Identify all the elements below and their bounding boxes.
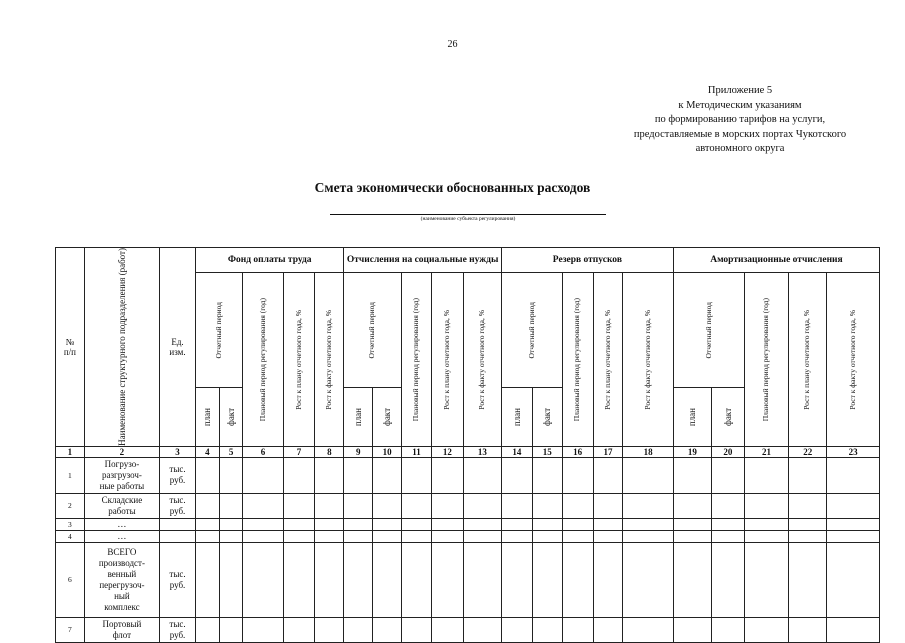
header-name (84, 248, 159, 447)
column-number: 1 (56, 446, 85, 457)
table-row (56, 518, 880, 530)
row-number: 4 (56, 530, 85, 542)
row-unit (160, 518, 196, 530)
appendix-line: к Методическим указаниям (678, 99, 802, 111)
table-row (56, 542, 880, 617)
value-cell[interactable] (373, 530, 402, 542)
value-cell[interactable] (789, 530, 827, 542)
value-cell[interactable] (373, 617, 402, 642)
subheader-fact: факт (711, 387, 744, 446)
value-cell[interactable] (243, 518, 283, 530)
estimate-table (55, 247, 880, 643)
row-name: … (84, 518, 159, 530)
table-row (56, 493, 880, 518)
value-cell[interactable] (673, 493, 711, 518)
value-cell[interactable] (344, 542, 373, 617)
value-cell[interactable] (827, 617, 880, 642)
value-cell[interactable] (593, 542, 623, 617)
subheader-planned: Плановый период регулирования (год) (562, 273, 593, 447)
value-cell[interactable] (219, 457, 243, 493)
value-cell[interactable] (789, 617, 827, 642)
subject-underline (330, 214, 606, 215)
table-body (56, 457, 880, 642)
column-number: 19 (673, 446, 711, 457)
column-number: 8 (315, 446, 344, 457)
value-cell[interactable] (315, 542, 344, 617)
column-number: 12 (431, 446, 463, 457)
subheader-period: Отчетный период (501, 273, 562, 388)
value-cell[interactable] (593, 530, 623, 542)
value-cell[interactable] (623, 530, 673, 542)
value-cell[interactable] (315, 518, 344, 530)
value-cell[interactable] (315, 617, 344, 642)
value-cell[interactable] (315, 457, 344, 493)
value-cell[interactable] (283, 518, 315, 530)
value-cell[interactable] (196, 530, 220, 542)
value-cell[interactable] (243, 493, 283, 518)
value-cell[interactable] (431, 530, 463, 542)
value-cell[interactable] (402, 457, 432, 493)
value-cell[interactable] (283, 457, 315, 493)
value-cell[interactable] (402, 530, 432, 542)
subheader-fact: факт (219, 387, 243, 446)
value-cell[interactable] (789, 493, 827, 518)
value-cell[interactable] (593, 493, 623, 518)
value-cell[interactable] (463, 530, 501, 542)
header-unit: Ед. изм. (160, 248, 196, 447)
value-cell[interactable] (402, 542, 432, 617)
value-cell[interactable] (827, 530, 880, 542)
subheader-plan: план (673, 387, 711, 446)
value-cell[interactable] (744, 457, 788, 493)
value-cell[interactable] (501, 542, 532, 617)
value-cell[interactable] (562, 493, 593, 518)
value-cell[interactable] (532, 530, 562, 542)
value-cell[interactable] (789, 542, 827, 617)
value-cell[interactable] (373, 518, 402, 530)
subheader-growth-plan: Рост к плану отчетного года, % (283, 273, 315, 447)
header-name-text: Наименование структурного подразделения (работ) (116, 248, 127, 446)
subheader-fact: факт (532, 387, 562, 446)
row-name: … (84, 530, 159, 542)
value-cell[interactable] (623, 493, 673, 518)
page-number: 26 (447, 39, 458, 50)
value-cell[interactable] (431, 617, 463, 642)
subheader-plan: план (344, 387, 373, 446)
subheader-period: Отчетный период (344, 273, 402, 388)
value-cell[interactable] (243, 617, 283, 642)
value-cell[interactable] (283, 530, 315, 542)
value-cell[interactable] (431, 457, 463, 493)
value-cell[interactable] (827, 493, 880, 518)
column-number: 11 (402, 446, 432, 457)
row-unit: тыс. руб. (160, 457, 196, 493)
value-cell[interactable] (532, 493, 562, 518)
value-cell[interactable] (827, 518, 880, 530)
subheader-planned: Плановый период регулирования (год) (243, 273, 283, 447)
value-cell[interactable] (315, 530, 344, 542)
group-header-depreciation: Амортизационные отчисления (673, 248, 879, 273)
document-title: Смета экономически обоснованных расходов (314, 180, 591, 195)
subheader-growth-fact: Рост к факту отчетного года, % (315, 273, 344, 447)
value-cell[interactable] (243, 542, 283, 617)
row-number: 1 (56, 457, 85, 493)
value-cell[interactable] (501, 518, 532, 530)
column-number: 3 (160, 446, 196, 457)
column-number: 16 (562, 446, 593, 457)
value-cell[interactable] (593, 617, 623, 642)
value-cell[interactable] (344, 457, 373, 493)
value-cell[interactable] (344, 493, 373, 518)
value-cell[interactable] (283, 542, 315, 617)
value-cell[interactable] (532, 542, 562, 617)
value-cell[interactable] (744, 542, 788, 617)
value-cell[interactable] (219, 542, 243, 617)
value-cell[interactable] (711, 542, 744, 617)
subheader-fact: факт (373, 387, 402, 446)
value-cell[interactable] (789, 518, 827, 530)
value-cell[interactable] (744, 493, 788, 518)
row-unit: тыс. руб. (160, 617, 196, 642)
row-unit: тыс. руб. (160, 493, 196, 518)
value-cell[interactable] (827, 542, 880, 617)
appendix-line: предоставляемые в морских портах Чукотского (633, 128, 847, 140)
column-number: 2 (84, 446, 159, 457)
value-cell[interactable] (562, 457, 593, 493)
column-number: 22 (789, 446, 827, 457)
column-number: 21 (744, 446, 788, 457)
group-header-vacation: Резерв отпусков (501, 248, 673, 273)
row-number: 2 (56, 493, 85, 518)
column-number: 9 (344, 446, 373, 457)
column-number: 23 (827, 446, 880, 457)
value-cell[interactable] (711, 493, 744, 518)
value-cell[interactable] (711, 518, 744, 530)
table-row (56, 530, 880, 542)
row-number: 3 (56, 518, 85, 530)
value-cell[interactable] (431, 518, 463, 530)
column-number: 4 (196, 446, 220, 457)
value-cell[interactable] (344, 530, 373, 542)
column-number: 20 (711, 446, 744, 457)
column-number: 10 (373, 446, 402, 457)
column-number: 7 (283, 446, 315, 457)
group-header-social: Отчисления на социальные нужды (344, 248, 502, 273)
value-cell[interactable] (744, 518, 788, 530)
header-no: № п/п (56, 248, 85, 447)
value-cell[interactable] (532, 518, 562, 530)
subheader-growth-fact: Рост к факту отчетного года, % (463, 273, 501, 447)
value-cell[interactable] (196, 617, 220, 642)
value-cell[interactable] (827, 457, 880, 493)
row-name: Погрузо- разгрузоч- ные работы (84, 457, 159, 493)
subheader-growth-plan: Рост к плану отчетного года, % (789, 273, 827, 447)
group-header-payroll: Фонд оплаты труда (196, 248, 344, 273)
value-cell[interactable] (623, 518, 673, 530)
value-cell[interactable] (501, 457, 532, 493)
value-cell[interactable] (562, 518, 593, 530)
value-cell[interactable] (593, 457, 623, 493)
value-cell[interactable] (673, 617, 711, 642)
value-cell[interactable] (219, 493, 243, 518)
value-cell[interactable] (402, 493, 432, 518)
value-cell[interactable] (219, 530, 243, 542)
value-cell[interactable] (711, 457, 744, 493)
value-cell[interactable] (744, 617, 788, 642)
value-cell[interactable] (196, 518, 220, 530)
row-unit (160, 530, 196, 542)
value-cell[interactable] (344, 617, 373, 642)
value-cell[interactable] (711, 530, 744, 542)
value-cell[interactable] (373, 493, 402, 518)
subheader-period: Отчетный период (196, 273, 243, 388)
row-number: 7 (56, 617, 85, 642)
value-cell[interactable] (196, 542, 220, 617)
value-cell[interactable] (673, 542, 711, 617)
subject-caption: (наименование субъекта регулирования) (420, 216, 516, 222)
value-cell[interactable] (283, 617, 315, 642)
value-cell[interactable] (501, 530, 532, 542)
value-cell[interactable] (219, 518, 243, 530)
value-cell[interactable] (501, 617, 532, 642)
row-number: 6 (56, 542, 85, 617)
value-cell[interactable] (463, 617, 501, 642)
appendix-line: Приложение 5 (707, 85, 773, 96)
value-cell[interactable] (562, 617, 593, 642)
value-cell[interactable] (789, 457, 827, 493)
row-name: ВСЕГО производст- венный перегрузоч- ный комплекс (84, 542, 159, 617)
value-cell[interactable] (373, 542, 402, 617)
value-cell[interactable] (243, 457, 283, 493)
subheader-planned: Плановый период регулирования (год) (744, 273, 788, 447)
value-cell[interactable] (501, 493, 532, 518)
subheader-plan: план (501, 387, 532, 446)
value-cell[interactable] (623, 617, 673, 642)
value-cell[interactable] (402, 617, 432, 642)
table-row (56, 617, 880, 642)
value-cell[interactable] (562, 530, 593, 542)
value-cell[interactable] (315, 493, 344, 518)
value-cell[interactable] (196, 457, 220, 493)
value-cell[interactable] (593, 518, 623, 530)
value-cell[interactable] (623, 542, 673, 617)
value-cell[interactable] (219, 617, 243, 642)
value-cell[interactable] (711, 617, 744, 642)
column-number: 6 (243, 446, 283, 457)
value-cell[interactable] (744, 530, 788, 542)
column-number: 15 (532, 446, 562, 457)
column-number: 13 (463, 446, 501, 457)
table-row (56, 457, 880, 493)
value-cell[interactable] (463, 457, 501, 493)
row-name: Портовый флот (84, 617, 159, 642)
appendix-line: автономного округа (695, 143, 785, 154)
subheader-planned: Плановый период регулирования (год) (402, 273, 432, 447)
value-cell[interactable] (532, 617, 562, 642)
value-cell[interactable] (283, 493, 315, 518)
column-number: 5 (219, 446, 243, 457)
appendix-line: по формированию тарифов на услуги, (654, 114, 826, 125)
subheader-growth-plan: Рост к плану отчетного года, % (431, 273, 463, 447)
subheader-growth-plan: Рост к плану отчетного года, % (593, 273, 623, 447)
value-cell[interactable] (431, 542, 463, 617)
subheader-plan: план (196, 387, 220, 446)
subheader-growth-fact: Рост к факту отчетного года, % (827, 273, 880, 447)
subheader-growth-fact: Рост к факту отчетного года, % (623, 273, 673, 447)
value-cell[interactable] (344, 518, 373, 530)
value-cell[interactable] (463, 493, 501, 518)
value-cell[interactable] (196, 493, 220, 518)
value-cell[interactable] (673, 457, 711, 493)
subheader-period: Отчетный период (673, 273, 744, 388)
column-number-row (56, 446, 880, 457)
value-cell[interactable] (463, 518, 501, 530)
value-cell[interactable] (431, 493, 463, 518)
value-cell[interactable] (243, 530, 283, 542)
value-cell[interactable] (532, 457, 562, 493)
column-number: 17 (593, 446, 623, 457)
column-number: 14 (501, 446, 532, 457)
column-number: 18 (623, 446, 673, 457)
value-cell[interactable] (673, 518, 711, 530)
value-cell[interactable] (463, 542, 501, 617)
value-cell[interactable] (623, 457, 673, 493)
value-cell[interactable] (562, 542, 593, 617)
value-cell[interactable] (402, 518, 432, 530)
value-cell[interactable] (373, 457, 402, 493)
value-cell[interactable] (673, 530, 711, 542)
row-unit: тыс. руб. (160, 542, 196, 617)
row-name: Складские работы (84, 493, 159, 518)
appendix-block (600, 84, 880, 157)
